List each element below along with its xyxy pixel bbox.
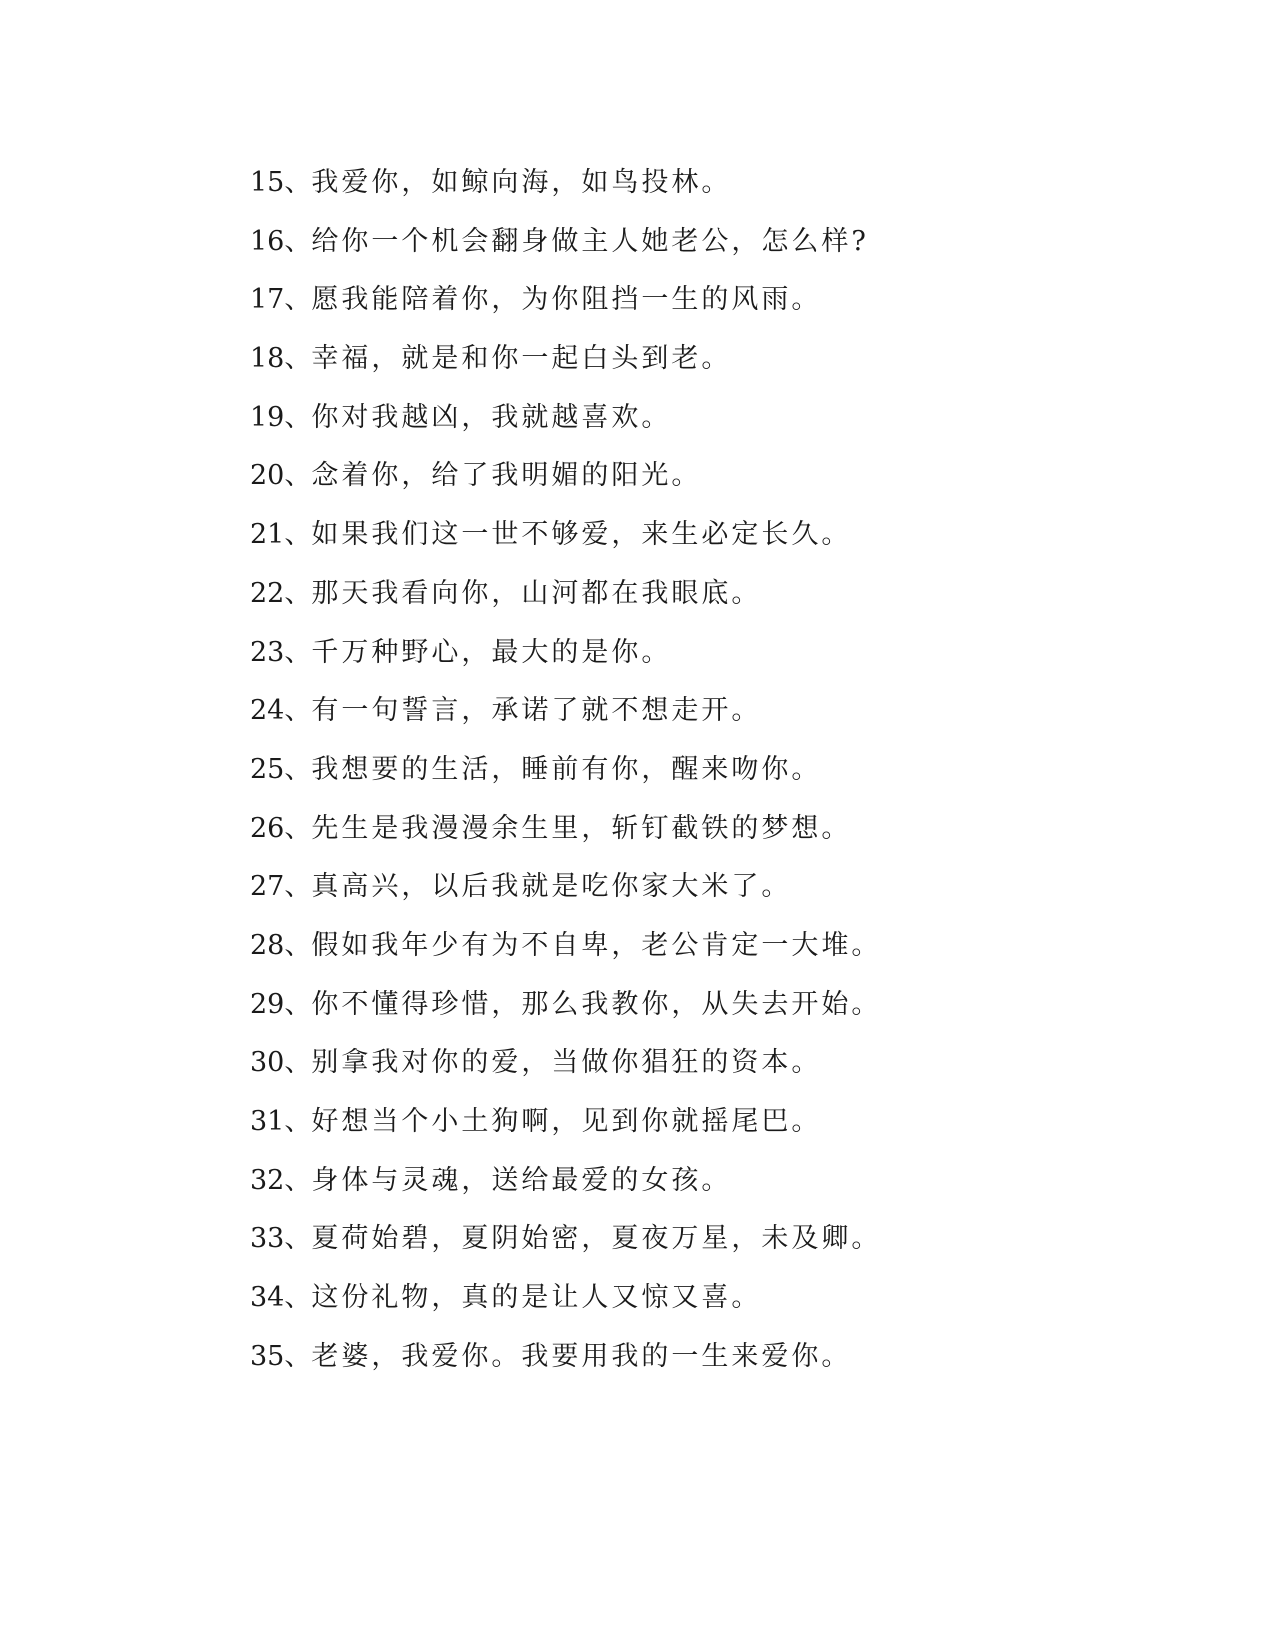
quote-number: 32、 xyxy=(250,1164,312,1196)
quote-text: 老婆，我爱你。我要用我的一生来爱你。 xyxy=(311,1340,852,1372)
quote-line xyxy=(250,1102,1150,1161)
quote-line xyxy=(250,1161,1150,1220)
quote-text: 先生是我漫漫余生里，斩钉截铁的梦想。 xyxy=(311,812,852,844)
quote-line xyxy=(250,809,1150,868)
quote-text: 愿我能陪着你，为你阻挡一生的风雨。 xyxy=(311,284,822,316)
quote-line xyxy=(250,691,1150,750)
quote-number: 22、 xyxy=(250,577,312,609)
quote-line xyxy=(250,222,1150,281)
quote-number: 30、 xyxy=(250,1047,312,1079)
quote-text: 如果我们这一世不够爱，来生必定长久。 xyxy=(311,519,852,551)
quote-line xyxy=(250,750,1150,809)
quote-text: 你不懂得珍惜，那么我教你，从失去开始。 xyxy=(311,988,882,1020)
quote-line xyxy=(250,985,1150,1044)
quote-line xyxy=(250,163,1150,222)
quote-number: 27、 xyxy=(250,871,312,903)
quote-line xyxy=(250,1337,1150,1396)
quote-text: 我想要的生活，睡前有你，醒来吻你。 xyxy=(311,753,822,785)
quote-text: 身体与灵魂，送给最爱的女孩。 xyxy=(311,1164,732,1196)
quote-line xyxy=(250,1043,1150,1102)
quote-number: 24、 xyxy=(250,695,312,727)
quote-number: 15、 xyxy=(250,167,312,198)
quote-text: 千万种野心，最大的是你。 xyxy=(311,636,672,668)
quote-text: 有一句誓言，承诺了就不想走开。 xyxy=(311,695,762,727)
quote-text: 假如我年少有为不自卑，老公肯定一大堆。 xyxy=(311,929,882,961)
quote-line xyxy=(250,633,1150,692)
quote-text: 给你一个机会翻身做主人她老公，怎么样? xyxy=(311,225,869,257)
quote-line xyxy=(250,926,1150,985)
quote-line xyxy=(250,280,1150,339)
quote-list xyxy=(250,163,1150,1395)
quote-number: 31、 xyxy=(250,1106,312,1137)
quote-number: 28、 xyxy=(250,929,312,961)
quote-text: 念着你，给了我明媚的阳光。 xyxy=(311,460,702,492)
quote-text: 这份礼物，真的是让人又惊又喜。 xyxy=(311,1282,762,1314)
quote-number: 17、 xyxy=(250,284,312,316)
quote-line xyxy=(250,456,1150,515)
quote-number: 23、 xyxy=(250,636,312,668)
quote-text: 那天我看向你，山河都在我眼底。 xyxy=(311,577,762,609)
quote-line xyxy=(250,867,1150,926)
quote-line xyxy=(250,1278,1150,1337)
quote-number: 16、 xyxy=(250,225,312,257)
quote-line xyxy=(250,339,1150,398)
quote-number: 19、 xyxy=(250,401,312,433)
quote-text: 你对我越凶，我就越喜欢。 xyxy=(311,401,672,433)
quote-number: 35、 xyxy=(250,1340,312,1372)
quote-line xyxy=(250,574,1150,633)
quote-text: 好想当个小土狗啊，见到你就摇尾巴。 xyxy=(311,1106,822,1137)
quote-line xyxy=(250,1219,1150,1278)
quote-line xyxy=(250,398,1150,457)
quote-number: 21、 xyxy=(250,519,312,551)
quote-number: 18、 xyxy=(250,343,312,375)
quote-number: 26、 xyxy=(250,812,312,844)
quote-number: 29、 xyxy=(250,988,312,1020)
quote-number: 20、 xyxy=(250,460,312,492)
quote-text: 幸福，就是和你一起白头到老。 xyxy=(311,343,732,375)
quote-number: 33、 xyxy=(250,1223,312,1255)
quote-number: 25、 xyxy=(250,753,312,785)
quote-text: 我爱你，如鲸向海，如鸟投林。 xyxy=(311,167,732,198)
quote-text: 真高兴，以后我就是吃你家大米了。 xyxy=(311,871,792,903)
quote-text: 别拿我对你的爱，当做你猖狂的资本。 xyxy=(311,1047,822,1079)
quote-text: 夏荷始碧，夏阴始密，夏夜万星，未及卿。 xyxy=(311,1223,882,1255)
quote-line xyxy=(250,515,1150,574)
quote-number: 34、 xyxy=(250,1282,312,1314)
